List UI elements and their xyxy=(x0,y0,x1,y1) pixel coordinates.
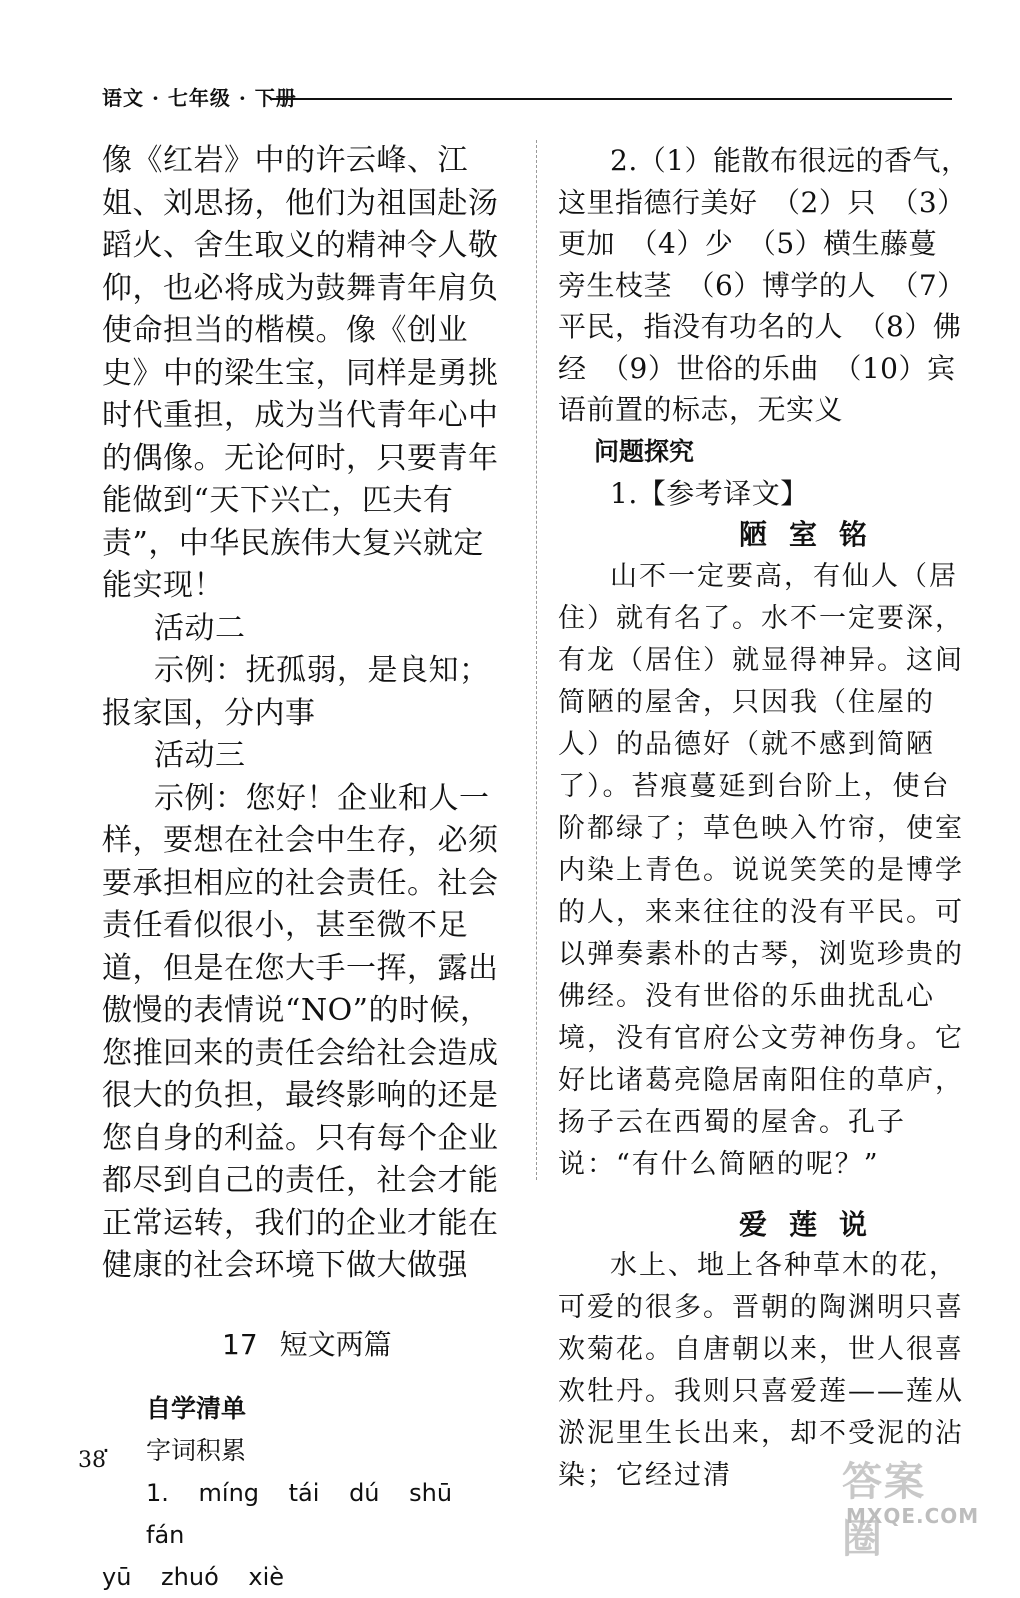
bullet-mark: · xyxy=(102,1435,110,1465)
page-header xyxy=(102,82,952,112)
left-column xyxy=(102,140,512,1598)
answer-item-2: 2.（1）能散布很远的香气，这里指德行美好 （2）只 （3）更加 （4）少 （5）横生藤蔓 旁生枝茎 （6）博学的人 （7）平民，指没有功名的人 （8）佛经 （9）世俗的乐曲 （10）宾语前置的标志，无实义 xyxy=(558,144,970,426)
inquiry-heading: 问题探究 xyxy=(594,436,695,466)
translation-2: 水上、地上各种草木的花，可爱的很多。晋朝的陶渊明只喜欢菊花。自唐朝以来，世人很喜欢牡丹。我则只喜爱莲——莲从淤泥里生长出来，却不受泥的沾染；它经过清 xyxy=(558,1250,964,1491)
lesson-name: 短文两篇 xyxy=(279,1327,392,1361)
essay-paragraph: 像《红岩》中的许云峰、江姐、刘思扬，他们为祖国赴汤蹈火、舍生取义的精神令人敬仰，也必将成为鼓舞青年肩负使命担当的楷模。像《创业史》中的梁生宝，同样是勇挑时代重担，成为当代青年心中的偶像。无论何时，只要青年能做到“天下兴亡，匹夫有责”，中华民族伟大复兴就定能实现！ xyxy=(102,143,499,603)
poem-title-2: 爱莲说 xyxy=(738,1207,889,1241)
column-divider xyxy=(536,140,537,1180)
header-title: 语文 · 七年级 · 下册 xyxy=(102,86,297,110)
lesson-number: 17 xyxy=(222,1327,258,1361)
pinyin-line-1: 1. míng tái dú shū fán xyxy=(146,1478,453,1549)
poem-title-1: 陋室铭 xyxy=(738,518,889,551)
watermark-url: MXQE.COM xyxy=(846,1504,980,1528)
activity-three-title: 活动三 xyxy=(154,738,246,773)
lesson-title xyxy=(102,1324,512,1366)
translation-1: 山不一定要高，有仙人（居住）就有名了。水不一定要深，有龙（居住）就显得神异。这间简陋的屋舍，只因我（住屋的人）的品德好（就不感到简陋了）。苔痕蔓延到台阶上，使台阶都绿了；草色映入竹帘，使室内染上青色。说说笑笑的是博学的人，来来往往的没有平民。可以弹奏素朴的古琴，浏览珍贵的佛经。没有世俗的乐曲扰乱心境，没有官府公文劳神伤身。它好比诸葛亮隐居南阳住的草庐，扬子云在西蜀的屋舍。孔子说：“有什么简陋的呢？” xyxy=(558,560,964,1180)
self-study-heading: 自学清单 xyxy=(146,1393,247,1423)
pinyin-line-2: yū zhuó xiè xyxy=(102,1562,285,1591)
header-rule xyxy=(270,98,952,100)
vocab-heading xyxy=(102,1430,512,1472)
right-column xyxy=(558,140,970,1497)
watermark-logo xyxy=(842,1450,980,1562)
vocab-label: 字词积累 xyxy=(146,1435,247,1465)
activity-two-text: 示例：抚孤弱，是良知；报家国，分内事 xyxy=(102,653,490,731)
activity-three-text: 示例：您好！企业和人一样，要想在社会中生存，必须要承担相应的社会责任。社会责任看似很小，甚至微不足道，但是在您大手一挥，露出傲慢的表情说“NO”的时候，您推回来的责任会给社会造成很大的负担，最终影响的还是您自身的利益。只有每个企业都尽到自己的责任，社会才能正常运转，我们的企业才能在健康的社会环境下做大做强 xyxy=(102,780,499,1283)
activity-two-title: 活动二 xyxy=(154,610,246,646)
page-number: 38 xyxy=(78,1448,106,1473)
reference-label: 1.【参考译文】 xyxy=(610,476,809,510)
watermark-text: 答案圈 xyxy=(842,1459,926,1562)
